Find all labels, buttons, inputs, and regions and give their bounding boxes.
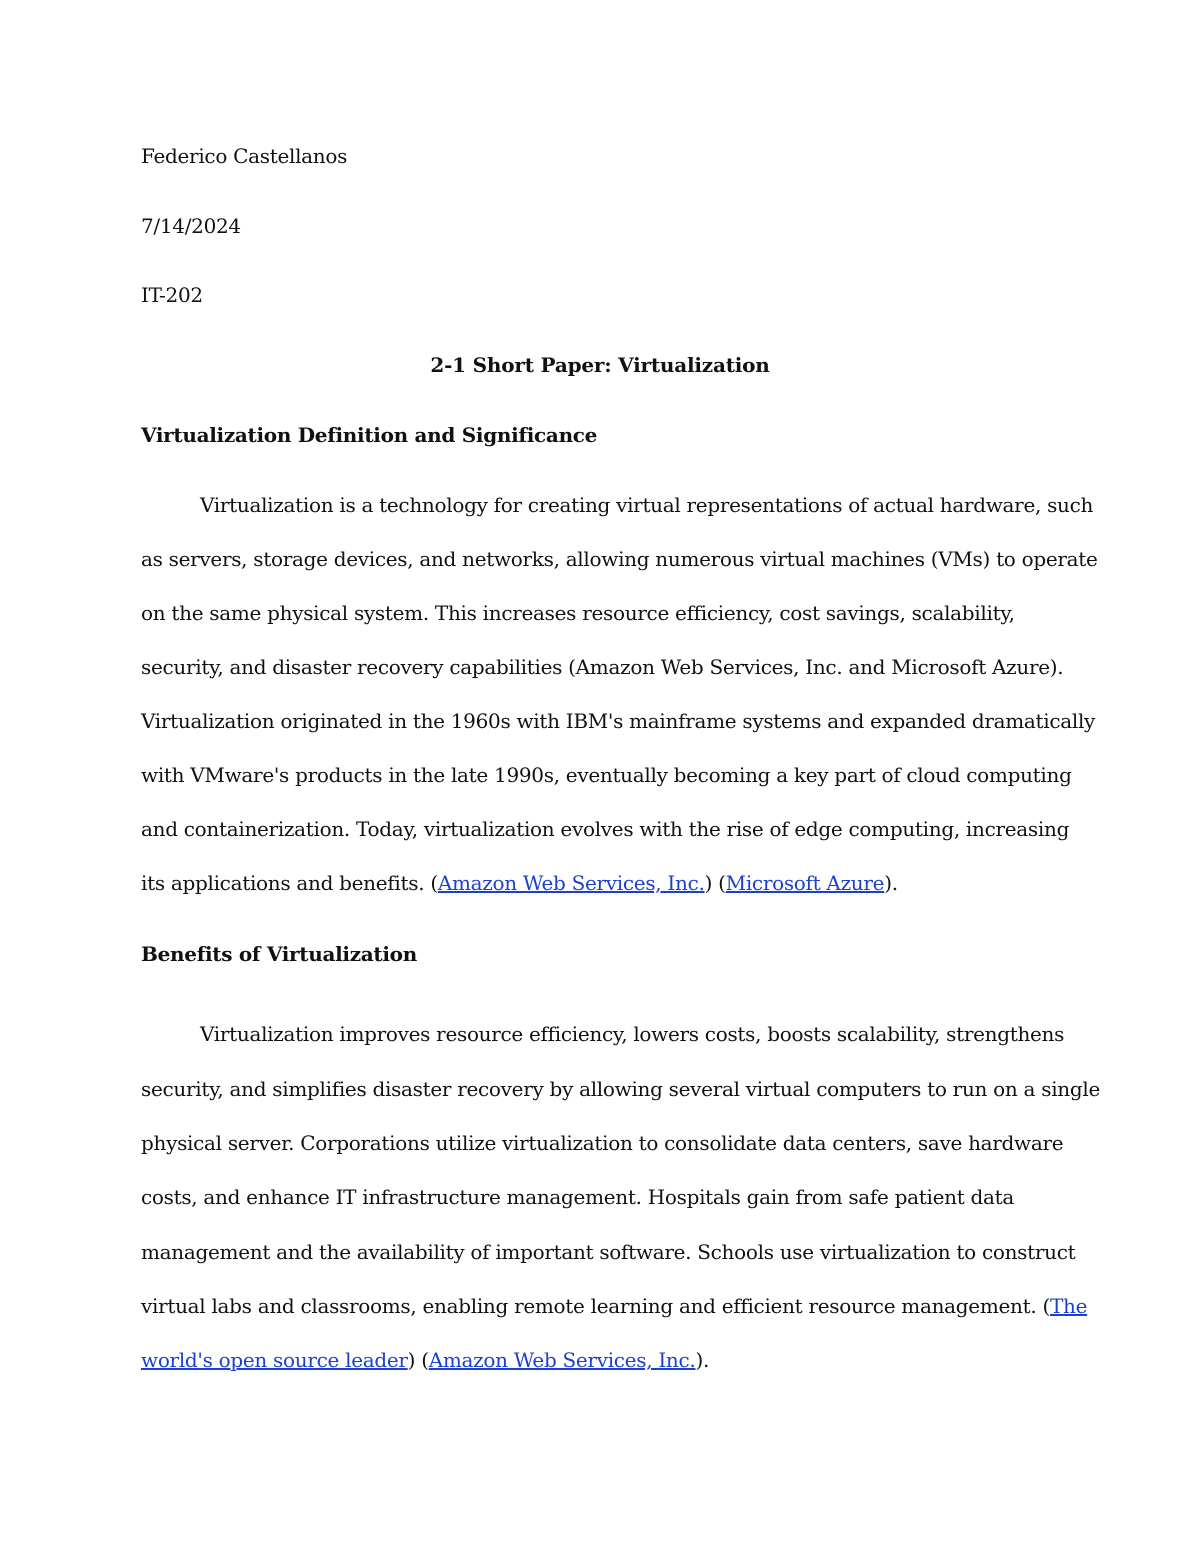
citation-end: ). [695,1348,710,1372]
paragraph-line-citations [141,869,898,897]
date: 7/14/2024 [141,214,241,238]
paragraph-line: security, and disaster recovery capabilities (Amazon Web Services, Inc. and Microsoft Azure). [141,655,1064,679]
citation-link-aws[interactable]: Amazon Web Services, Inc. [428,1348,696,1372]
paragraph-line: Virtualization originated in the 1960s with IBM's mainframe systems and expanded dramatically [141,709,1096,733]
paragraph-line: Virtualization improves resource efficiency, lowers costs, boosts scalability, strengthens [200,1022,1065,1046]
page-title: 2-1 Short Paper: Virtualization [430,353,770,377]
citation-link-redhat-part1[interactable]: The [1049,1294,1088,1318]
citation-prefix: virtual labs and classrooms, enabling remote learning and efficient resource management. ( [141,1294,1050,1318]
paragraph-line: Virtualization is a technology for creating virtual representations of actual hardware, such [200,493,1094,517]
paragraph-line: management and the availability of important software. Schools use virtualization to construct [141,1240,1076,1264]
paragraph-line: physical server. Corporations utilize virtualization to consolidate data centers, save hardware [141,1131,1064,1155]
citation-end: ). [884,871,898,895]
paragraph-line: costs, and enhance IT infrastructure management. Hospitals gain from safe patient data [141,1185,1014,1209]
section-heading-definition: Virtualization Definition and Significance [141,423,598,447]
citation-link-azure[interactable]: Microsoft Azure [725,871,885,895]
paragraph-line: security, and simplifies disaster recovery by allowing several virtual computers to run on a single [141,1077,1101,1101]
paragraph-line: with VMware's products in the late 1990s, eventually becoming a key part of cloud computing [141,763,1072,787]
course-code: IT-202 [141,283,203,307]
paragraph-line-citations [141,1346,709,1374]
paragraph-line: and containerization. Today, virtualization evolves with the rise of edge computing, increasing [141,817,1070,841]
citation-separator: ) ( [704,871,726,895]
paragraph-line: as servers, storage devices, and networks, allowing numerous virtual machines (VMs) to operate [141,547,1098,571]
citation-prefix: its applications and benefits. ( [141,871,438,895]
paragraph-line-citations [141,1292,1087,1320]
citation-link-aws[interactable]: Amazon Web Services, Inc. [437,871,705,895]
section-heading-benefits: Benefits of Virtualization [141,942,417,966]
author-name: Federico Castellanos [141,144,348,168]
citation-link-redhat-part2[interactable]: world's open source leader [141,1348,408,1372]
paragraph-line: on the same physical system. This increases resource efficiency, cost savings, scalability, [141,601,1015,625]
citation-separator: ) ( [407,1348,429,1372]
